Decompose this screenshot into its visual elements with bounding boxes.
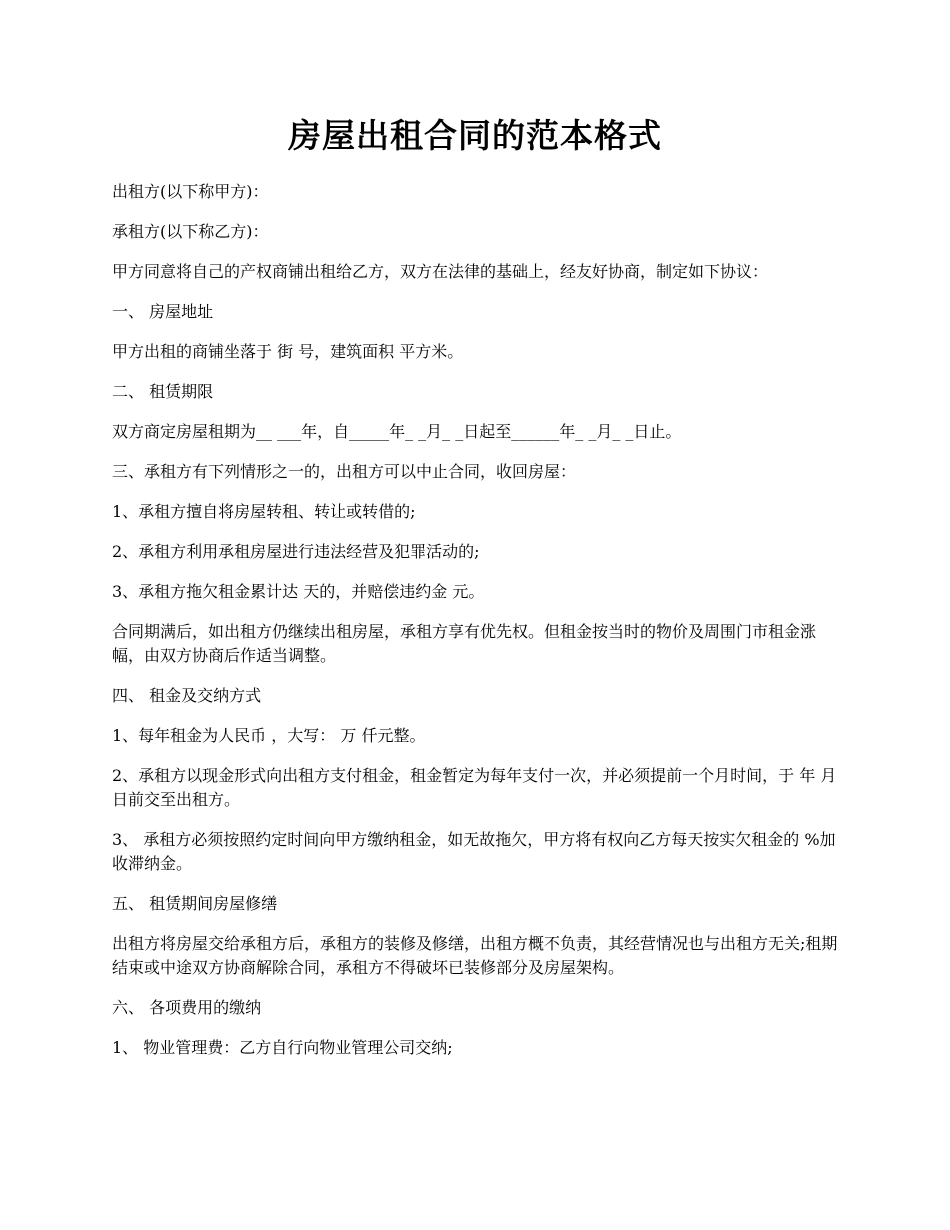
party-b-line: 承租方(以下称乙方)： — [112, 222, 269, 241]
section-heading-repair: 五、 租赁期间房屋修缮 — [112, 894, 278, 913]
address-paragraph: 甲方出租的商铺坐落于 街 号，建筑面积 平方米。 — [112, 342, 464, 361]
section-heading-termination: 三、承租方有下列情形之一的，出租方可以中止合同，收回房屋： — [112, 462, 577, 481]
party-a-line: 出租方(以下称甲方)： — [112, 182, 269, 201]
fees-item-1: 1、 物业管理费：乙方自行向物业管理公司交纳; — [112, 1038, 453, 1057]
section-heading-address: 一、 房屋地址 — [112, 302, 214, 321]
termination-item-2: 2、承租方利用承租房屋进行违法经营及犯罪活动的; — [112, 542, 480, 561]
termination-item-3: 3、承租方拖欠租金累计达 天的，并赔偿违约金 元。 — [112, 582, 485, 601]
repair-paragraph: 出租方将房屋交给承租方后，承租方的装修及修缮，出租方概不负责，其经营情况也与出租方无关;租期结束或中途双方协商解除合同，承租方不得破坏已装修部分及房屋架构。 — [112, 934, 838, 977]
agreement-intro: 甲方同意将自己的产权商铺出租给乙方，双方在法律的基础上，经友好协商，制定如下协议： — [112, 262, 769, 281]
section-heading-fees: 六、 各项费用的缴纳 — [112, 998, 262, 1017]
term-paragraph: 双方商定房屋租期为__ ___年，自_____年_ _月_ _日起至______年_ _月_ _日止。 — [112, 422, 682, 441]
termination-item-1: 1、承租方擅自将房屋转租、转让或转借的; — [112, 502, 416, 521]
rent-item-3: 3、 承租方必须按照约定时间向甲方缴纳租金，如无故拖欠，甲方将有权向乙方每天按实欠租金的 %加收滞纳金。 — [112, 830, 836, 873]
document-body — [112, 180, 842, 1076]
section-heading-term: 二、 租赁期限 — [112, 382, 214, 401]
section-heading-rent: 四、 租金及交纳方式 — [112, 686, 262, 705]
renewal-paragraph: 合同期满后，如出租方仍继续出租房屋，承租方享有优先权。但租金按当时的物价及周围门市租金涨幅，由双方协商后作适当调整。 — [112, 622, 817, 665]
rent-item-2: 2、承租方以现金形式向出租方支付租金，租金暂定为每年支付一次，并必须提前一个月时间，于 年 月 日前交至出租方。 — [112, 766, 837, 809]
rent-item-1: 1、每年租金为人民币 ，大写： 万 仟元整。 — [112, 726, 426, 745]
document-title: 房屋出租合同的范本格式 — [288, 116, 662, 155]
